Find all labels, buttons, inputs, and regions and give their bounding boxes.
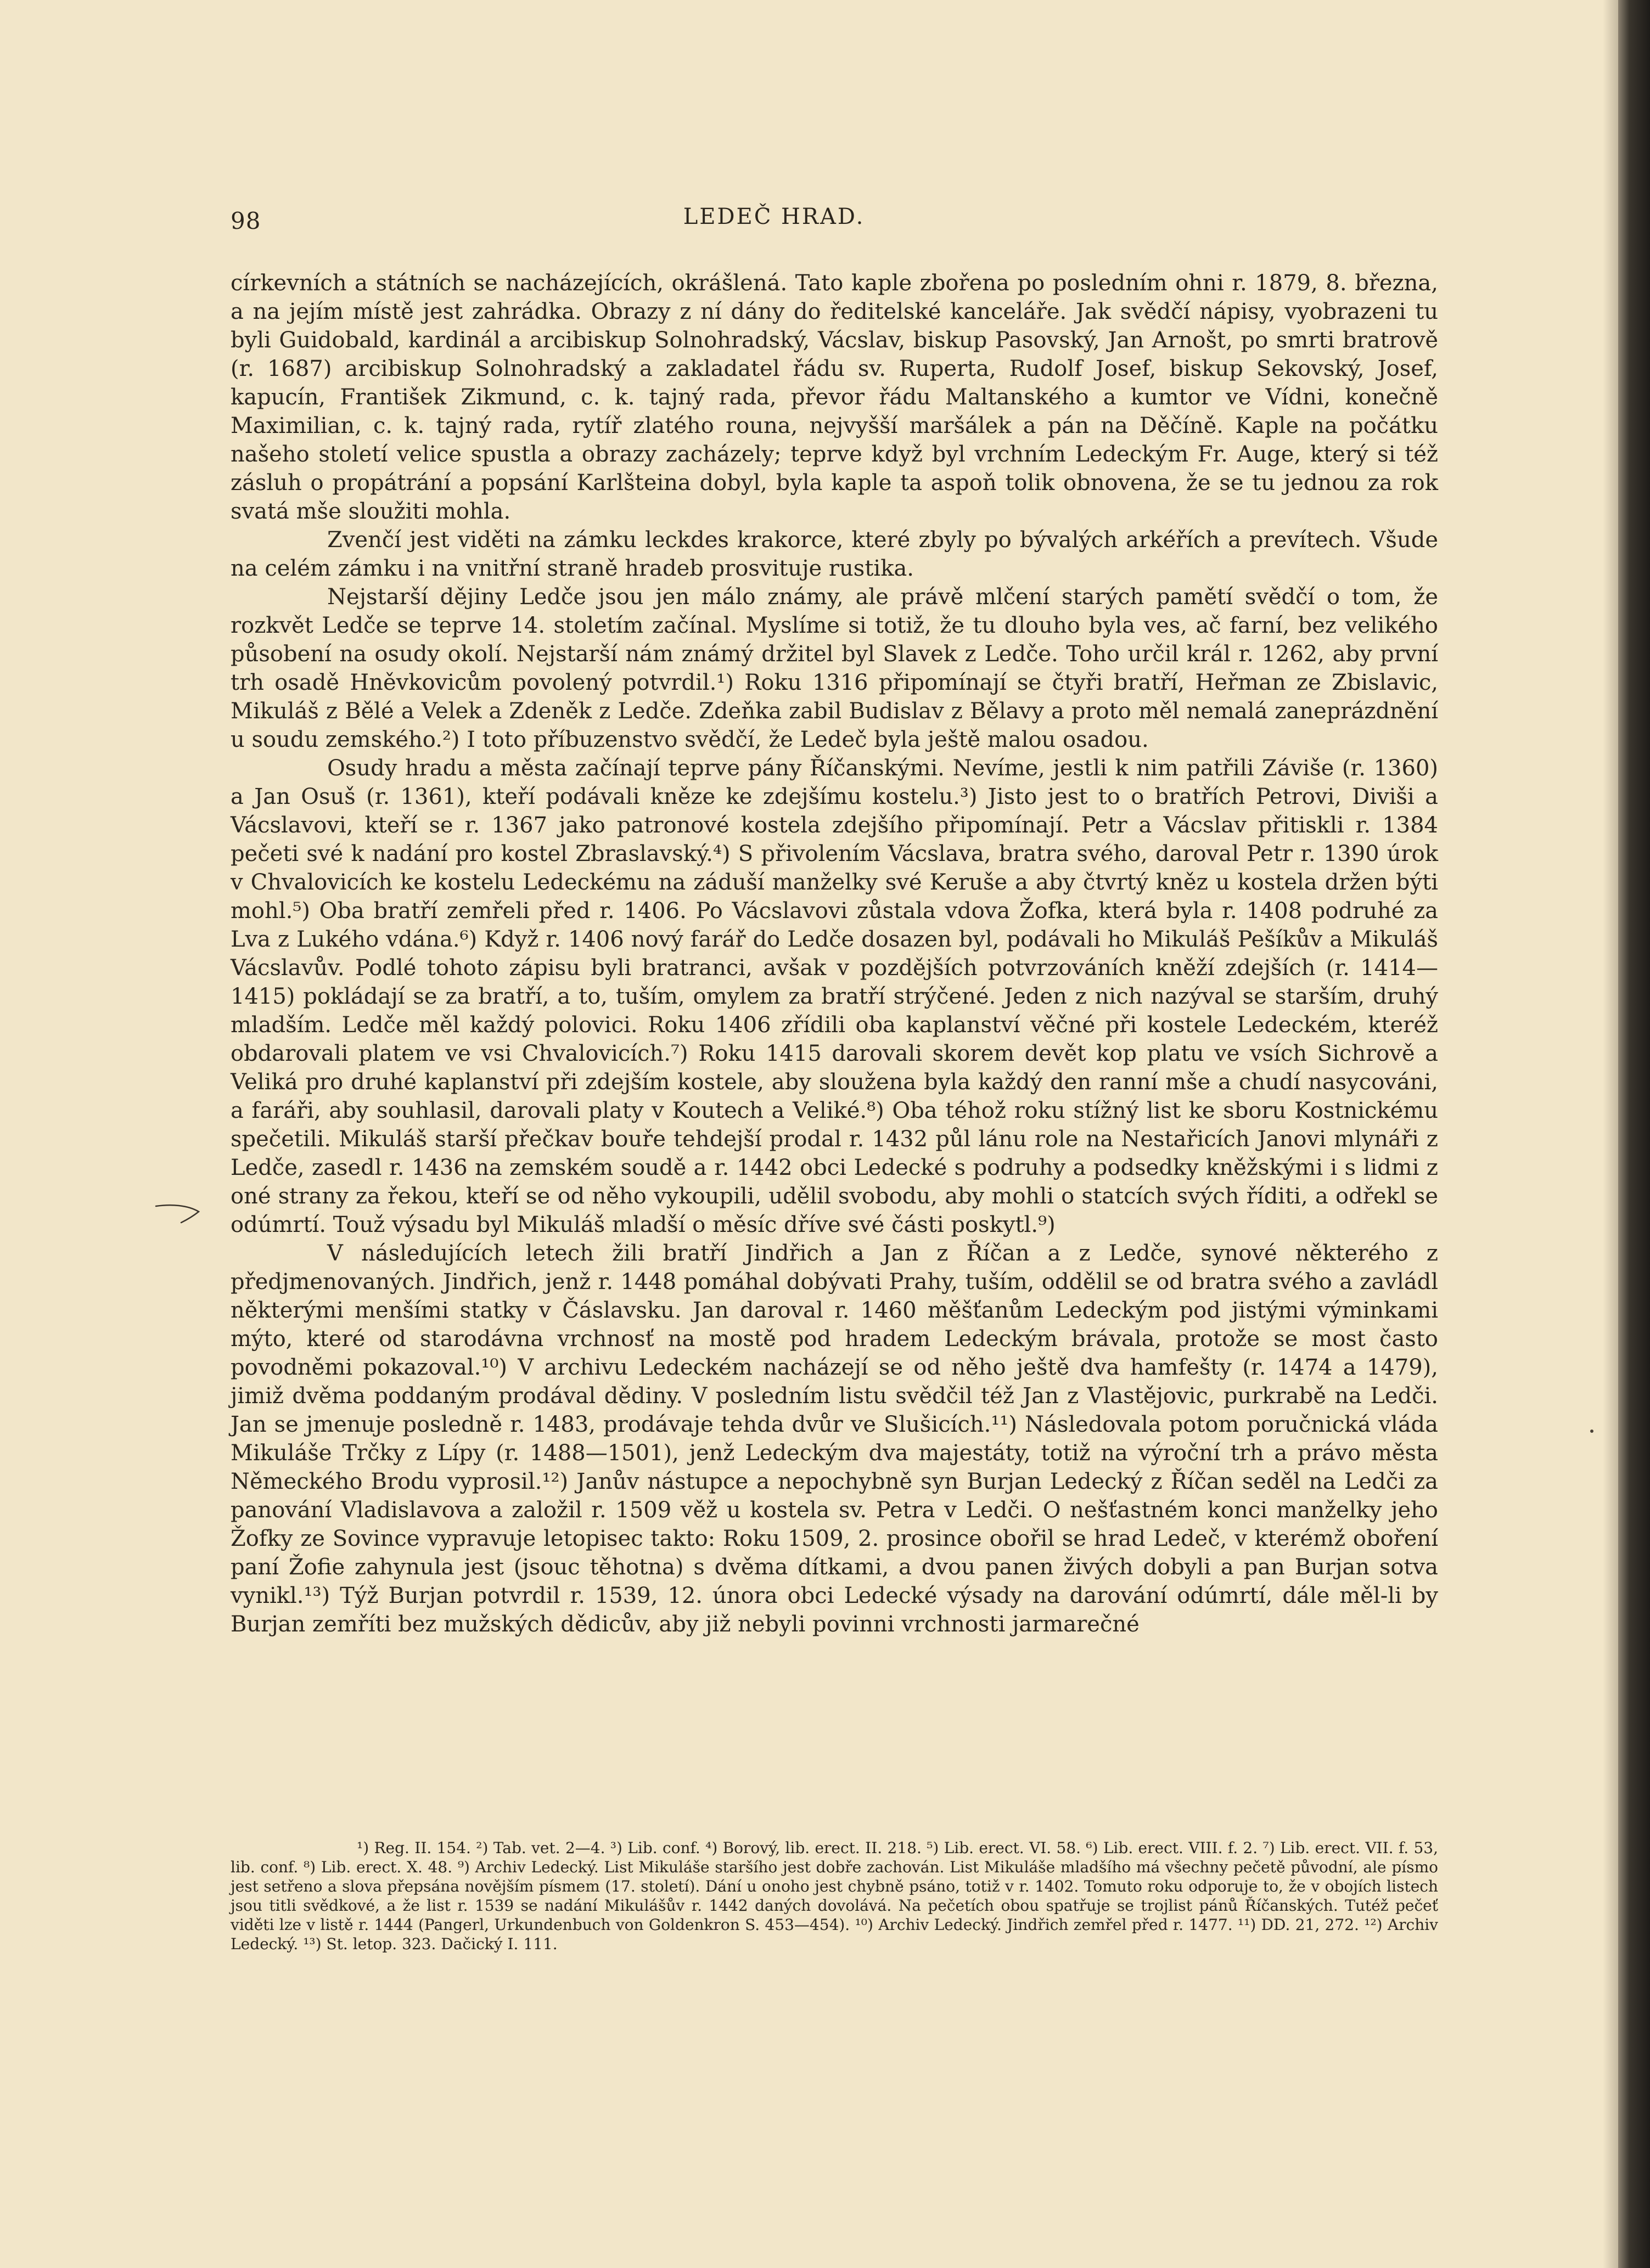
paragraph-4: Osudy hradu a města začínají teprve pány Říčanskými. Nevíme, jestli k nim patřili Záviše (r. 1360) a Jan Osuš (r. 1361), kteří podávali kněze ke zdejšímu kostelu.³) Jisto jest to o bratřích Petrovi, Diviši a Vácslavovi, kteří se r. 1367 jako patronové kostela zdejšího připomínají. Petr a Vácslav přitiskli r. 1384 pečeti své k nadání pro kostel Zbraslavský.⁴) S přivolením Vácslava, bratra svého, daroval Petr r. 1390 úrok v Chvalovicích ke kostelu Ledeckému na záduší manželky své Keruše a aby čtvrtý kněz u kostela držen býti mohl.⁵) Oba bratří zemřeli před r. 1406. Po Vácslavovi zůstala vdova Žofka, která byla r. 1408 podruhé za Lva z Lukého vdána.⁶) Když r. 1406 nový farář do Ledče dosazen byl, podávali ho Mikuláš Pešíkův a Mikuláš Vácslavův. Podlé tohoto zápisu byli bratranci, avšak v pozdějších potvrzováních kněží zdejších (r. 1414—1415) pokládají se za bratří, a to, tuším, omylem za bratří strýčené. Jeden z nich nazýval se starším, druhý mladším. Ledče měl každý polovici. Roku 1406 zřídili oba kaplanství věčné při kostele Ledeckém, kteréž obdarovali platem ve vsi Chvalovicích.⁷) Roku 1415 darovali skorem devět kop platu ve vsích Sichrově a Veliká pro druhé kaplanství při zdejším kostele, aby sloužena byla každý den ranní mše a chudí nasycováni, a faráři, aby souhlasil, darovali platy v Koutech a Veliké.⁸) Oba téhož roku stížný list ke sboru Kostnickému spečetili. Mikuláš starší přečkav bouře tehdejší prodal r. 1432 půl lánu role na Nestařicích Janovi mlynáři z Ledče, zasedl r. 1436 na zemském soudě a r. 1442 obci Ledecké s podruhy a podsedky kněžskými i s lidmi z oné strany za řekou, kteří se od něho vykoupili, udělil svobodu, aby mohli o statcích svých říditi, a odřekl se odúmrtí. Touž výsadu byl Mikuláš mladší o měsíc dříve své části poskytl.⁹) [231,756,1438,1237]
page-number: 98 [231,207,261,234]
footnotes [231,1838,1438,1954]
gutter-shade [1603,0,1618,2268]
paper-speck [1590,1430,1593,1433]
running-title: LEDEČ HRAD. [683,204,865,229]
paragraph-2: Zvenčí jest viděti na zámku leckdes krakorce, které zbyly po bývalých arkéřích a prevítech. Všude na celém zámku i na vnitřní straně hradeb prosvituje rustika. [231,527,1438,581]
book-spine-edge [1618,0,1650,2268]
footnotes-text: ¹) Reg. II. 154. ²) Tab. vet. 2—4. ³) Lib. conf. ⁴) Borový, lib. erect. II. 218. ⁵) Lib. erect. VI. 58. ⁶) Lib. erect. VIII. f. 2. ⁷) Lib. erect. VII. f. 53, lib. conf. ⁸) Lib. erect. X. 48. ⁹) Archiv Ledecký. List Mikuláše staršího jest dobře zachován. List Mikuláše mladšího má všechny pečetě původní, ale písmo jest setřeno a slova přepsána novějším písmem (17. století). Dání u onoho jest chybně psáno, totiž v r. 1402. Tomuto roku odporuje to, že v obojích listech jsou titli svědkové, a že list r. 1539 se nadání Mikulášův r. 1442 daných dovolává. Na pečetích obou spatřuje se trojlist pánů Říčanských. Tutéž pečeť viděti lze v listě r. 1444 (Pangerl, Urkundenbuch von Goldenkron S. 453—454). ¹⁰) Archiv Ledecký. Jindřich zemřel před r. 1477. ¹¹) DD. 21, 272. ¹²) Archiv Ledecký. ¹³) St. letop. 323. Dačický I. 111. [231,1839,1438,1953]
paragraph-3: Nejstarší dějiny Ledče jsou jen málo známy, ale právě mlčení starých pamětí svědčí o tom, že rozkvět Ledče se teprve 14. stoletím začínal. Myslíme si totiž, že tu dlouho byla ves, ač farní, bez velikého působení na osudy okolí. Nejstarší nám známý držitel byl Slavek z Ledče. Toho určil král r. 1262, aby první trh osadě Hněvkovicům povolený potvrdil.¹) Roku 1316 připomínají se čtyři bratří, Heřman ze Zbislavic, Mikuláš z Bělé a Velek a Zdeněk z Ledče. Zdeňka zabil Budislav z Bělavy a proto měl nemalá zaneprázdnění u soudu zemského.²) I toto příbuzenstvo svědčí, že Ledeč byla ještě malou osadou. [231,584,1438,752]
paragraph-5: V následujících letech žili bratří Jindřich a Jan z Říčan a z Ledče, synové některého z předjmenovaných. Jindřich, jenž r. 1448 pomáhal dobývati Prahy, tuším, oddělil se od bratra svého a zavládl některými menšími statky v Čáslavsku. Jan daroval r. 1460 měšťanům Ledeckým pod jistými výminkami mýto, které od starodávna vrchnosť na mostě pod hradem Ledeckým brávala, protože se most často povodněmi pokazoval.¹⁰) V archivu Ledeckém nacházejí se od něho ještě dva hamfešty (r. 1474 a 1479), jimiž dvěma poddaným prodával dědiny. V posledním listu svědčil též Jan z Vlastějovic, purkrabě na Ledči. Jan se jmenuje posledně r. 1483, prodávaje tehda dvůr ve Slušicích.¹¹) Následovala potom poručnická vláda Mikuláše Trčky z Lípy (r. 1488—1501), jenž Ledeckým dva majestáty, totiž na výroční trh a právo města Německého Brodu vyprosil.¹²) Janův nástupce a nepochybně syn Burjan Ledecký z Říčan seděl na Ledči za panování Vladislavova a založil r. 1509 věž u kostela sv. Petra v Ledči. O nešťastném konci manželky jeho Žofky ze Sovince vypravuje letopisec takto: Roku 1509, 2. prosince obořil se hrad Ledeč, v kterémž oboření paní Žofie zahynula jest (jsouc těhotna) s dvěma dítkami, a dvou panen živých dobyli a pan Burjan sotva vynikl.¹³) Týž Burjan potvrdil r. 1539, 12. února obci Ledecké výsady na darování odúmrtí, dále měl-li by Burjan zemříti bez mužských dědicův, aby již nebyli povinni vrchnosti jarmarečné [231,1241,1438,1637]
paragraph-1: církevních a státních se nacházejících, okrášlená. Tato kaple zbořena po posledním ohni r. 1879, 8. března, a na jejím místě jest zahrádka. Obrazy z ní dány do ředitelské kanceláře. Jak svědčí nápisy, vyobrazeni tu byli Guidobald, kardinál a arcibiskup Solnohradský, Vácslav, biskup Pasovský, Jan Arnošt, po smrti bratrově (r. 1687) arcibiskup Solnohradský a zakladatel řádu sv. Ruperta, Rudolf Josef, biskup Sekovský, Josef, kapucín, František Zikmund, c. k. tajný rada, převor řádu Maltanského a kumtor ve Vídni, konečně Maximilian, c. k. tajný rada, rytíř zlatého rouna, nejvyšší maršálek a pán na Děčíně. Kaple na počátku našeho století velice spustla a obrazy zacházely; teprve když byl vrchním Ledeckým Fr. Auge, který si též zásluh o propátrání a popsání Karlšteina dobyl, byla kaple ta aspoň tolik obnovena, že se tu jednou za rok svatá mše sloužiti mohla. [231,271,1438,524]
body-text [231,269,1438,1639]
pencil-margin-mark-icon [155,1195,210,1228]
page-header [231,200,1317,244]
